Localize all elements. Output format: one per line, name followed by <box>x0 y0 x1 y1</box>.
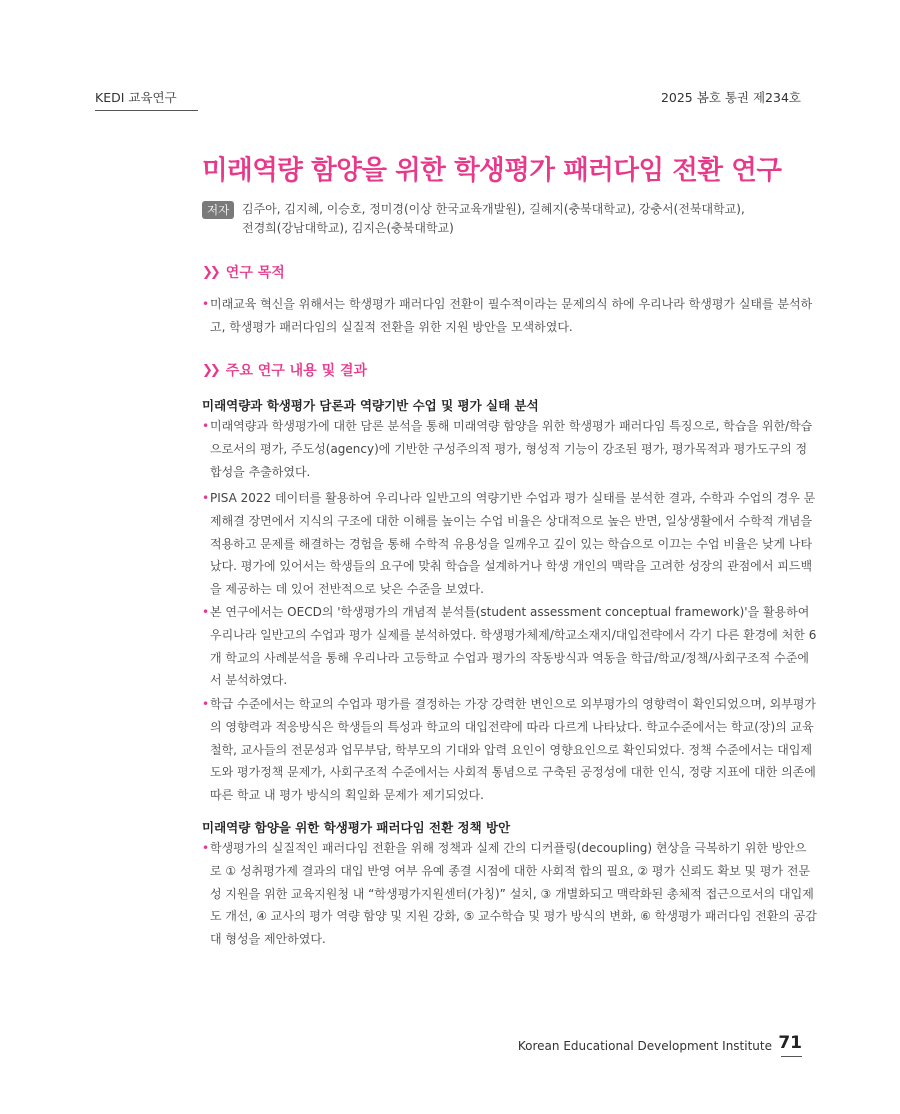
section-heading-label: 연구 목적 <box>225 265 285 281</box>
footer-institute: Korean Educational Development Institute <box>517 1039 772 1053</box>
result-paragraph-1: • 미래역량과 학생평가에 대한 담론 분석을 통해 미래역량 함양을 위한 학생평가 패러다임 특징으로, 학습을 위한/학습으로서의 평가, 주도성(agency)에 기반한 구성주의적 평가, 형성적 기능이 강조된 평가, 평가목적과 평가도구의 정합성을 추출하였다. <box>202 415 818 483</box>
bullet-icon: • <box>202 605 210 619</box>
bullet-icon: • <box>202 697 210 711</box>
result-paragraph-4: • 학급 수준에서는 학교의 수업과 평가를 결정하는 가장 강력한 변인으로 외부평가의 영향력이 확인되었으며, 외부평가의 영향력과 적응방식은 학생들의 특성과 학교의 대입전략에 따라 다르게 나타났다. 학교수준에서는 학교(장)의 교육철학, 교사들의 전문성과 업무부담, 학부모의 기대와 압력 요인이 영향요인으로 확인되었다. 정책 수준에서는 대입제도와 평가정책 문제가, 사회구조적 수준에서는 사회적 통념으로 구축된 공정성에 대한 인식, 정량 지표에 대한 의존에 따른 학교 내 평가 방식의 획일화 문제가 제기되었다. <box>202 693 818 807</box>
double-chevron-right-icon: ❯❯ <box>202 264 218 280</box>
page-number: 71 <box>778 1033 802 1053</box>
bullet-icon: • <box>202 297 210 311</box>
page-title: 미래역량 함양을 위한 학생평가 패러다임 전환 연구 <box>202 155 782 186</box>
authors-line-2: 전경희(강남대학교), 김지은(충북대학교) <box>242 221 454 235</box>
author-badge: 저자 <box>202 201 234 219</box>
authors-block <box>202 200 822 238</box>
bullet-icon: • <box>202 491 210 505</box>
footer-divider <box>781 1056 802 1057</box>
bullet-icon: • <box>202 419 210 433</box>
authors-line-1: 김주아, 김지혜, 이승호, 정미경(이상 한국교육개발원), 길혜지(충북대학교), 강충서(전북대학교), <box>242 202 745 216</box>
section-heading-results <box>202 360 367 380</box>
policy-paragraph: • 학생평가의 실질적인 패러다임 전환을 위해 정책과 실제 간의 디커플링(decoupling) 현상을 극복하기 위한 방안으로 ① 성취평가제 결과의 대입 반영 여부 유예 종결 시점에 대한 사회적 합의 필요, ② 평가 신뢰도 확보 및 평가 전문성 지원을 위한 교육지원청 내 “학생평가지원센터(가칭)” 설치, ③ 개별화되고 맥락화된 총체적 접근으로서의 대입제도 개선, ④ 교사의 평가 역량 함양 및 지원 강화, ⑤ 교수학습 및 평가 방식의 변화, ⑥ 학생평가 패러다임 전환의 공감대 형성을 제안하였다. <box>202 837 818 951</box>
subheading-analysis: 미래역량과 학생평가 담론과 역량기반 수업 및 평가 실태 분석 <box>202 398 539 413</box>
subheading-policy: 미래역량 함양을 위한 학생평가 패러다임 전환 정책 방안 <box>202 820 511 835</box>
result-paragraph-2: • PISA 2022 데이터를 활용하여 우리나라 일반고의 역량기반 수업과 평가 실태를 분석한 결과, 수학과 수업의 경우 문제해결 장면에서 지식의 구조에 대한 이해를 높이는 수업 비율은 상대적으로 높은 반면, 일상생활에서 수학적 개념을 적용하고 문제를 해결하는 경험을 통해 수학적 유용성을 일깨우고 깊이 있는 학습으로 이끄는 수업 비율은 낮게 나타났다. 평가에 있어서는 학생들의 요구에 맞춰 학습을 설계하거나 학생 개인의 맥락을 고려한 성장의 관점에서 피드백을 제공하는 데 있어 전반적으로 낮은 수준을 보였다. <box>202 487 818 601</box>
journal-name: KEDI 교육연구 <box>95 88 198 111</box>
section-heading-purpose <box>202 262 285 282</box>
purpose-paragraph: • 미래교육 혁신을 위해서는 학생평가 패러다임 전환이 필수적이라는 문제의식 하에 우리나라 학생평가 실태를 분석하고, 학생평가 패러다임의 실질적 전환을 위한 지원 방안을 모색하였다. <box>202 293 818 339</box>
section-heading-label: 주요 연구 내용 및 결과 <box>225 363 368 379</box>
bullet-icon: • <box>202 841 210 855</box>
issue-info: 2025 봄호 통권 제234호 <box>660 90 801 105</box>
double-chevron-right-icon: ❯❯ <box>202 362 218 378</box>
result-paragraph-3: • 본 연구에서는 OECD의 '학생평가의 개념적 분석틀(student assessment conceptual framework)'을 활용하여 우리나라 일반고의 수업과 평가 실제를 분석하였다. 학생평가체제/학교소재지/대입전략에서 각기 다른 환경에 처한 6개 학교의 사례분석을 통해 우리나라 고등학교 수업과 평가의 작동방식과 역동을 학급/학교/정책/사회구조적 수준에서 분석하였다. <box>202 601 818 692</box>
